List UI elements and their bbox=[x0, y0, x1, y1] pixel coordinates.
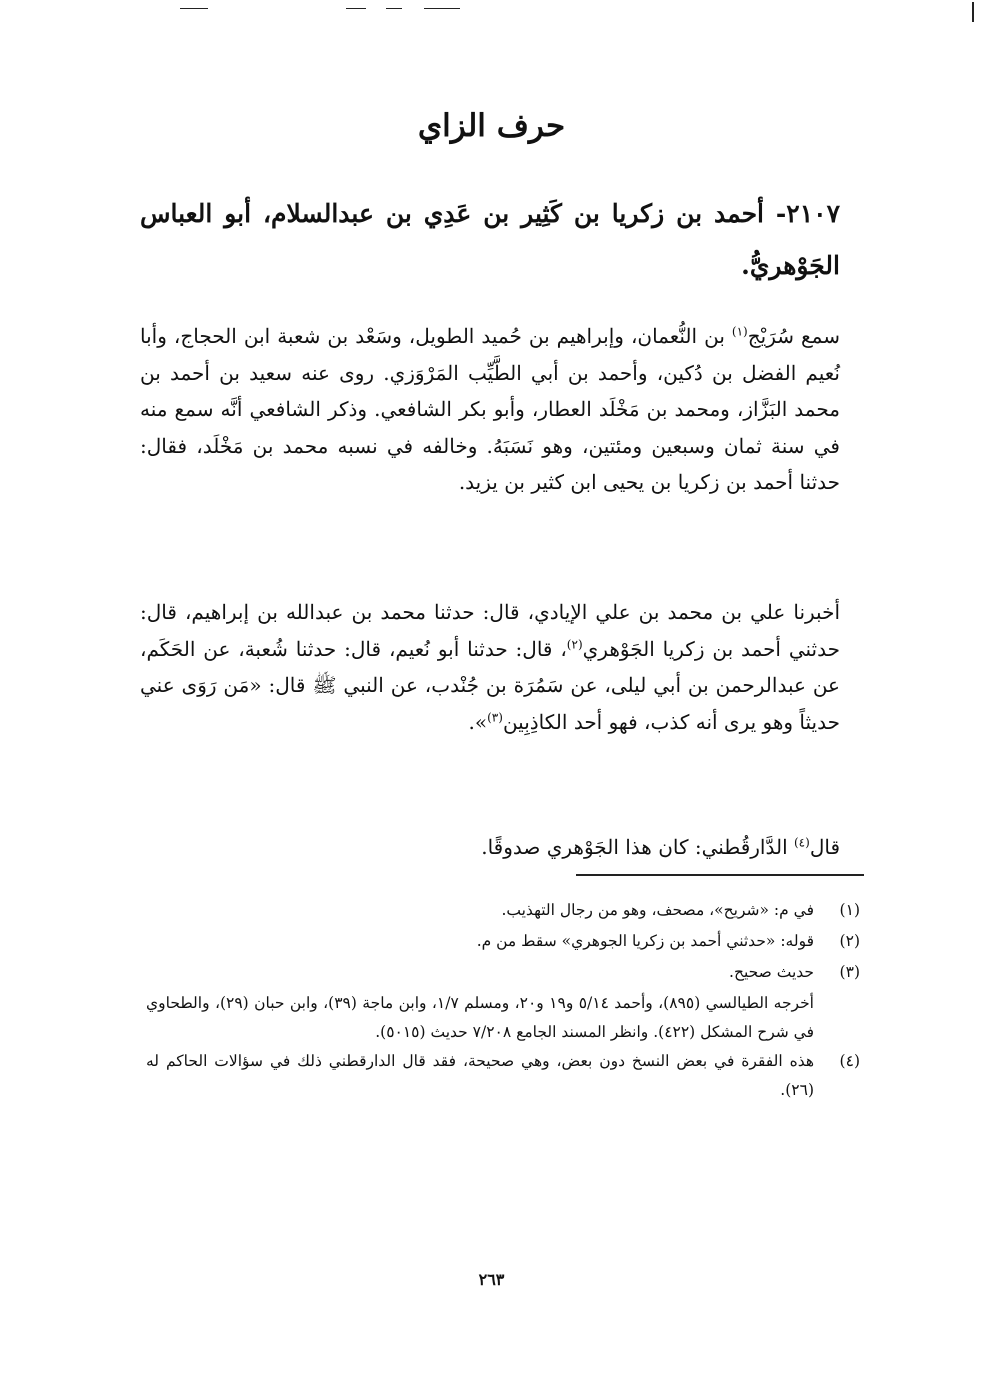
paragraph-text: ». bbox=[468, 709, 488, 734]
paragraph-text: بن النُّعمان، وإبراهيم بن حُميد الطويل، وسَعْد بن شعبة ابن الحجاج، وأبا نُعيم الفضل بن دُكين، وأحمد بن أبي الطَّيِّب المَرْوَزي. روى عنه سعيد بن أحمد بن محمد البَزَّاز، ومحمد بن مَخْلَد العطار، وأبو بكر الشافعي. وذكر الشافعي أنَّه سمع منه في سنة ثمان وسبعين ومئتين، وهو نَسَبَهُ. وخالفه في نسبه محمد بن مَخْلَد، فقال: حدثنا أحمد بن زكريا بن يحيى ابن كثير بن يزيد. bbox=[140, 324, 840, 494]
scan-mark-edge bbox=[972, 2, 974, 22]
footnote-ref: (٤) bbox=[793, 835, 810, 850]
footnote-item bbox=[146, 927, 860, 956]
footnote-item bbox=[146, 896, 860, 925]
footnote-continuation: أخرجه الطيالسي (٨٩٥)، وأحمد ٥/١٤ و١٩ و٢٠، ومسلم ١/٧، وابن ماجة (٣٩)، وابن حبان (٢٩)، والطحاوي في شرح المشكل (٤٢٢). وانظر المسند الجامع ٧/٢٠٨ حديث (٥٠١٥). bbox=[146, 994, 814, 1041]
paragraph-text: ، قال: حدثنا أبو نُعيم، قال: حدثنا شُعبة، عن الحَكَم، عن عبدالرحمن بن أبي ليلى، عن سَمُرَة بن جُنْدب، عن النبي ﷺ قال: «مَن رَوَى عني حديثاً وهو يرى أنه كذب، فهو أحد الكاذِبِين bbox=[140, 636, 840, 734]
page-number: ٢٦٣ bbox=[478, 1270, 505, 1289]
footnote-ref: (١) bbox=[731, 324, 748, 339]
footnotes-list bbox=[146, 896, 860, 1107]
paragraph-text: سمع سُرَيْج bbox=[747, 324, 840, 348]
quote-paragraph bbox=[200, 829, 840, 866]
biography-paragraph bbox=[140, 318, 840, 501]
footnote-number: (٢) bbox=[839, 932, 860, 950]
footnote-item bbox=[146, 958, 860, 1047]
footnote-item bbox=[146, 1047, 860, 1105]
paragraph-text: أخبرنا علي بن محمد بن علي الإيادي، قال: حدثنا محمد بن عبدالله بن إبراهيم، قال: حدثني أحمد بن زكريا الجَوْهري bbox=[140, 600, 840, 661]
scan-mark-top bbox=[424, 8, 460, 9]
footnote-text: في م: «شريح»، مصحف، وهو من رجال التهذيب. bbox=[501, 901, 814, 919]
hadith-paragraph bbox=[140, 594, 840, 740]
scan-mark-top bbox=[386, 8, 402, 9]
chapter-title: حرف الزاي bbox=[417, 108, 566, 144]
footnote-text: قوله: «حدثني أحمد بن زكريا الجوهري» سقط من م. bbox=[476, 932, 814, 950]
scan-mark-top bbox=[346, 8, 366, 9]
footnote-text: حديث صحيح. bbox=[729, 963, 814, 981]
footnote-ref: (٢) bbox=[566, 636, 583, 651]
scan-mark-top bbox=[180, 8, 208, 9]
footnote-number: (٤) bbox=[839, 1052, 860, 1070]
entry-heading: ٢١٠٧- أحمد بن زكريا بن كَثِير بن عَدِي بن عبدالسلام، أبو العباس الجَوْهريُّ. bbox=[140, 199, 840, 280]
paragraph-text: قال bbox=[809, 835, 840, 859]
paragraph-text: الدَّارقُطني: كان هذا الجَوْهري صدوقًا. bbox=[481, 835, 794, 859]
footnote-ref: (٣) bbox=[487, 709, 503, 724]
footnote-number: (٣) bbox=[839, 963, 860, 981]
footnote-text: هذه الفقرة في بعض النسخ دون بعض، وهي صحيحة، فقد قال الدارقطني ذلك في سؤالات الحاكم له (٢٦). bbox=[146, 1052, 814, 1099]
footnote-divider bbox=[576, 874, 864, 876]
footnote-number: (١) bbox=[839, 901, 860, 919]
